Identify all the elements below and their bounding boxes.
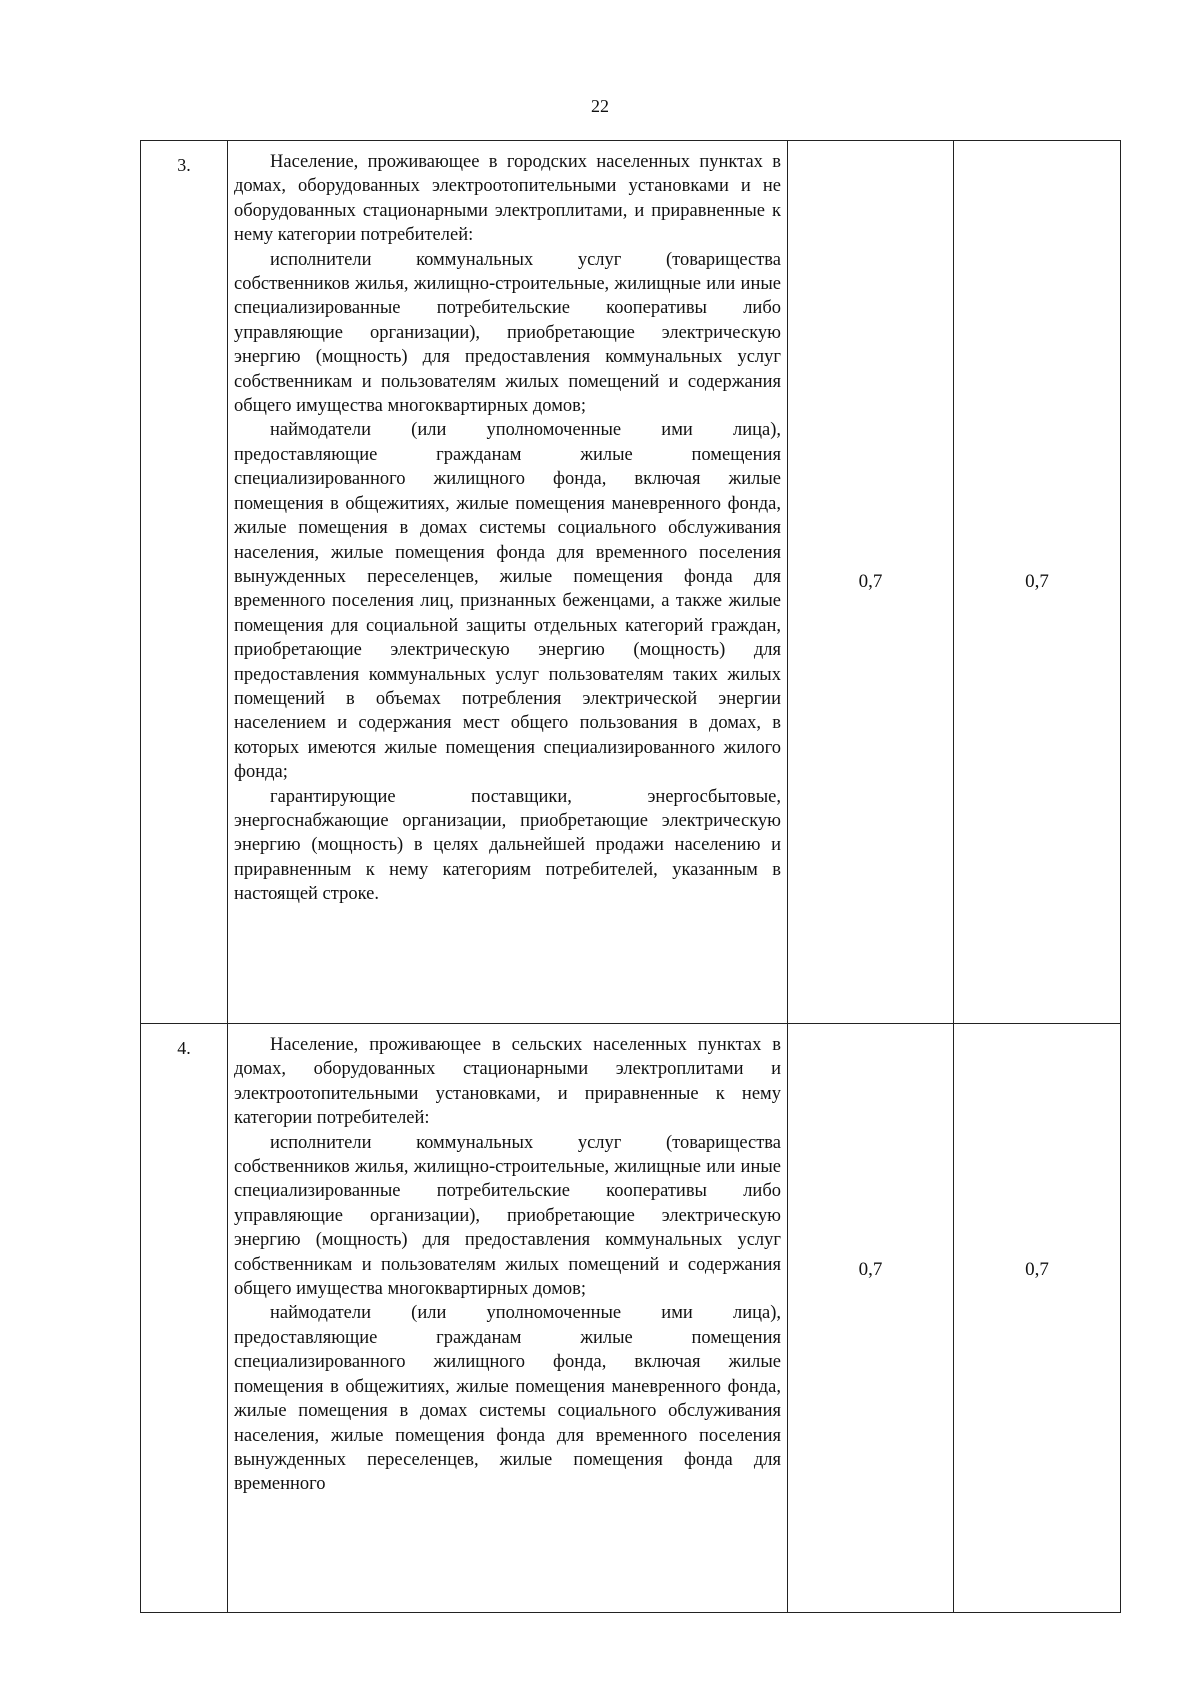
value-cell-2 [954,141,1121,1024]
value-cell-2 [954,1024,1121,1613]
row-description [228,1024,788,1613]
page-number: 22 [591,96,609,116]
paragraph: исполнители коммунальных услуг (товарищества собственников жилья, жилищно-строительные, жилищные или иные специализированные потребительские кооперативы либо управляющие организации), приобретающие электрическую энергию (мощность) для предоставления коммунальных услуг собственникам и пользователям жилых помещений и содержания общего имущества многоквартирных домов; [234,249,781,417]
paragraph: наймодатели (или уполномоченные ими лица), предоставляющие гражданам жилые помещения специализированного жилищного фонда, включая жилые помещения в общежитиях, жилые помещения маневренного фонда, жилые помещения в домах системы социального обслуживания населения, жилые помещения фонда для временного поселения вынужденных переселенцев, жилые помещения фонда для временного поселения лиц, признанных беженцами, а также жилые помещения для социальной защиты отдельных категорий граждан, приобретающие электрическую энергию (мощность) для предоставления коммунальных услуг пользователям таких жилых помещений в объемах потребления электрической энергии населением и содержания мест общего пользования в домах, в которых имеются жилые помещения специализированного жилого фонда; [234,420,781,783]
coefficient-value: 0,7 [1025,1259,1049,1280]
coefficient-value: 0,7 [858,1259,883,1280]
table-row [141,1024,1121,1613]
paragraph: исполнители коммунальных услуг (товарищества собственников жилья, жилищно-строительные, жилищные или иные специализированные потребительские кооперативы либо управляющие организации), приобретающие электрическую энергию (мощность) для предоставления коммунальных услуг собственникам и пользователям жилых помещений и содержания общего имущества многоквартирных домов; [234,1132,781,1300]
row-number: 4. [141,1024,228,1613]
paragraph: гарантирующие поставщики, энергосбытовые, энергоснабжающие организации, приобретающие электрическую энергию (мощность) в целях дальнейшей продажи населению и приравненным к нему категориям потребителей, указанным в настоящей строке. [234,786,781,905]
paragraph: Население, проживающее в сельских населенных пунктах в домах, оборудованных стационарными электроплитами и электроотопительными установками, и приравненные к нему категории потребителей: [234,1035,781,1129]
row-number: 3. [141,141,228,1024]
paragraph: наймодатели (или уполномоченные ими лица), предоставляющие гражданам жилые помещения специализированного жилищного фонда, включая жилые помещения в общежитиях, жилые помещения маневренного фонда, жилые помещения в домах системы социального обслуживания населения, жилые помещения фонда для временного поселения вынужденных переселенцев, жилые помещения фонда для временного [234,1303,781,1495]
coefficient-value: 0,7 [1025,571,1049,592]
table-row [141,141,1121,1024]
tariff-table [140,140,1121,1613]
value-cell-1 [788,1024,954,1613]
coefficient-value: 0,7 [858,571,883,592]
value-cell-1 [788,141,954,1024]
paragraph: Население, проживающее в городских населенных пунктах в домах, оборудованных электроотопительными установками и не оборудованных стационарными электроплитами, и приравненные к нему категории потребителей: [234,152,781,246]
row-description [228,141,788,1024]
